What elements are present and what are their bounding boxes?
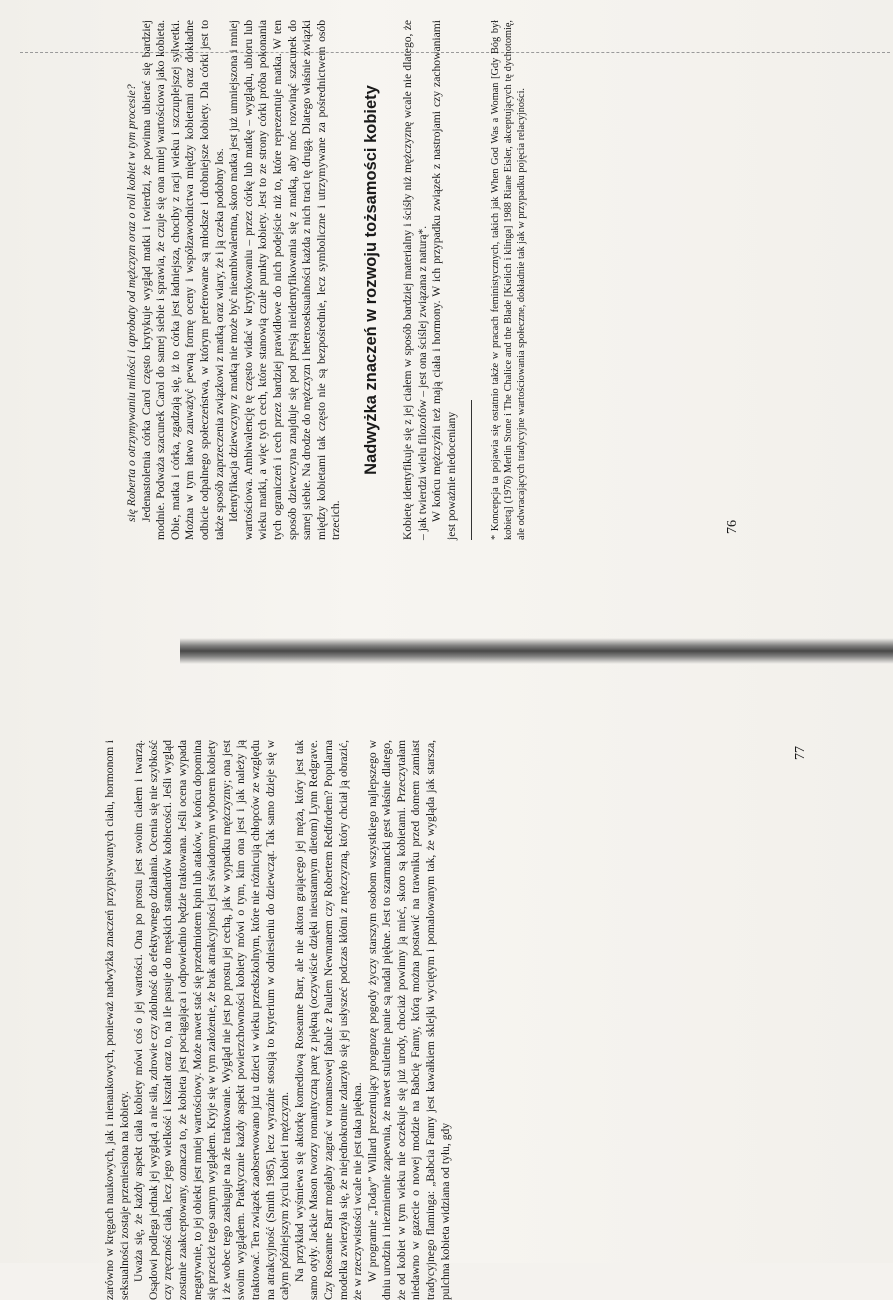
book-page-right bbox=[103, 740, 813, 1300]
paragraph: Uważa się, że każdy aspekt ciała kobiety mówi coś o jej wartości. Ona po prostu jest swoim ciałem i twarzą. Osądowi podlega jednak jej wygląd, a nie siła, zdrowie czy zdolność do efektywnego działania. Ocenia się nie szybkość czy zręczność ciała, lecz jego wielkość i kształt oraz to, na ile pasuje do męskich standardów kobiecości. Jeśli wygląd zostanie zaakceptowany, oznacza to, że kobieta jest pociągająca i odpowiednio będzie traktowana. Jeśli ocena wypada negatywnie, to jej obiekt jest mniej wartościowy. Może nawet stać się przedmiotem kpin lub ataków, w końcu dopomina się przecież tego samym wyglądem. Kryje się w tym założenie, że brak atrakcyjności jest świadomym wyborem kobiety i że wobec tego zasługuje na złe traktowanie. Wygląd nie jest po prostu jej cechą, jak w wypadku mężczyzny; ona jest swoim wyglądem. Praktycznie każdy aspekt powierzchowności kobiety mówi o tym, kim ona jest i jak należy ją traktować. Ten związek zaobserwowano już u dzieci w wieku przedszkolnym, które nie różnicują chłopców ze względu na atrakcyjność (Smith 1985), lecz wyraźnie stosują to kryterium w odniesieniu do dziewcząt. Tak samo dzieje się w całym późniejszym życiu kobiet i mężczyzn. bbox=[132, 740, 292, 1300]
paragraph: Kobietę identyfikuje się z jej ciałem w sposób bardziej materialny i ściśły niż mężczyznę wcale nie dlatego, że – jak twierdzi wielu filozofów – jest ona ściślej związana z naturą*. bbox=[400, 20, 429, 540]
quote-continuation: się Roberta o otrzymywaniu miłości i aprobaty od mężczyzn oraz o roli kobiet w tym procesie? bbox=[125, 84, 138, 522]
page-number-left: 76 bbox=[725, 520, 740, 534]
page-number-right: 77 bbox=[793, 746, 808, 760]
book-page-left bbox=[125, 20, 740, 540]
footnote: * Koncepcja ta pojawia się ostatnio także w pracach feministycznych, takich jak When God Was a Woman [Gdy Bóg był kobietą] (1976) Merlin Stone i The Chalice and the Blade [Kielich i klinga] 1988 Riane Eisler, akceptujących tę dychotomię, ale odwracających tradycyjne wartościowania społeczne, dokładnie tak jak w przypadku pojęcia relacyjności. bbox=[490, 20, 527, 540]
paragraph: W programie „Today” Willard prezentujący prognozę pogody życzy starszym osobom wszystkiego najlepszego w dniu urodzin i niezmiennie zapewnia, że nawet stuletnie panie są nadal piękne. Jest to szarmancki gest właśnie dlatego, że od kobiet w tym wieku nie oczekuje się już urody, chociaż powinny ją mieć, skoro są kobietami. Przeczytałam niedawno w gazecie o nowej modzie na Babcię Fanny, którą można postawić na trawniku przed domem zamiast tradycyjnego flaminga: „Babcia Fanny jest kawałkiem sklejki wyciętym i pomalowanym tak, że wygląda jak starsza, pulchna kobieta widziana od tyłu, gdy bbox=[365, 740, 452, 1300]
paragraph: zarówno w kręgach naukowych, jak i nienaukowych, ponieważ nadwyżka znaczeń przypisywanych ciału, hormonom i seksualności zostaje przeniesiona na kobiety. bbox=[103, 740, 131, 1300]
paragraph: Identyfikacja dziewczyny z matką nie może być nieambiwalentna, skoro matka jest już umniejszona i mniej wartościowa. Ambiwalencję tę często widać w krytykowaniu – przez córkę lub matkę – wyglądu, ubioru lub wieku matki, a więc tych cech, które stanowią czułe punkty kobiety. Jest to ze strony córki próba pokonania tych ograniczeń i cech przez bardziej prawidłowe do nich podejście niż to, które reprezentuje matka. W ten sposób dziewczyna znajduje się pod presją nieidentyfikowania się z matką, aby móc rozwinąć szacunek do samej siebie. Na drodze do mężczyzn i heteroseksualności każda z nich traci tę drugą. Dlatego właśnie związki między kobietami tak często nie są bezpośrednie, lecz symboliczne i utrzymywane za pośrednictwem osób trzecich. bbox=[227, 20, 343, 540]
footnote-divider bbox=[471, 400, 472, 540]
paragraph: Na przykład wyśmiewa się aktorkę komediową Roseanne Barr, ale nie aktora grającego jej męża, który jest tak samo otyły. Jackie Mason tworzy romantyczną parę z piękną (oczywiście dzięki nieustannym dietom) Lynn Redgrave. Czy Roseanne Barr mogłaby zagrać w romansowej fabule z Paulem Newmanem czy Robertem Redfordem? Popularna modelka zwierzyła się, że niejednokrotnie zdarzyło się jej usłyszeć podczas kłótni z mężczyzną, który chciał ją obrazić, że w rzeczywistości wcale nie jest taka piękna. bbox=[292, 740, 365, 1300]
book-gutter-shadow bbox=[180, 638, 893, 664]
paragraph: Jedenastoletnia córka Carol często krytykuje wygląd matki i twierdzi, że powinna ubierać się bardziej modnie. Podważa szacunek Carol do samej siebie i sprawia, że czuje się ona mniej wartościowa jako kobieta. Obie, matka i córka, zgadzają się, iż to córka jest ładniejsza, chociby z racji wieku i szczuplejszej sylwetki. Można w tym łatwo zauważyć pewną formę oceny i współzawodnictwa między kobietami oraz dokładne odbicie odpalnego społeczeństwa, w którym preferowane są młodsze i drobniejsze kobiety. Dla córki jest to także sposób zaprzeczenia związkowi z matką oraz wiary, że i ją czeka podobny los. bbox=[139, 20, 226, 540]
paragraph: W końcu mężczyźni też mają ciała i hormony. W ich przypadku związek z nastrojami czy zachowaniami jest poważnie niedoceniany bbox=[430, 20, 458, 540]
section-heading: Nadwyżka znaczeń w rozwoju tożsamości kobiety bbox=[361, 85, 380, 475]
